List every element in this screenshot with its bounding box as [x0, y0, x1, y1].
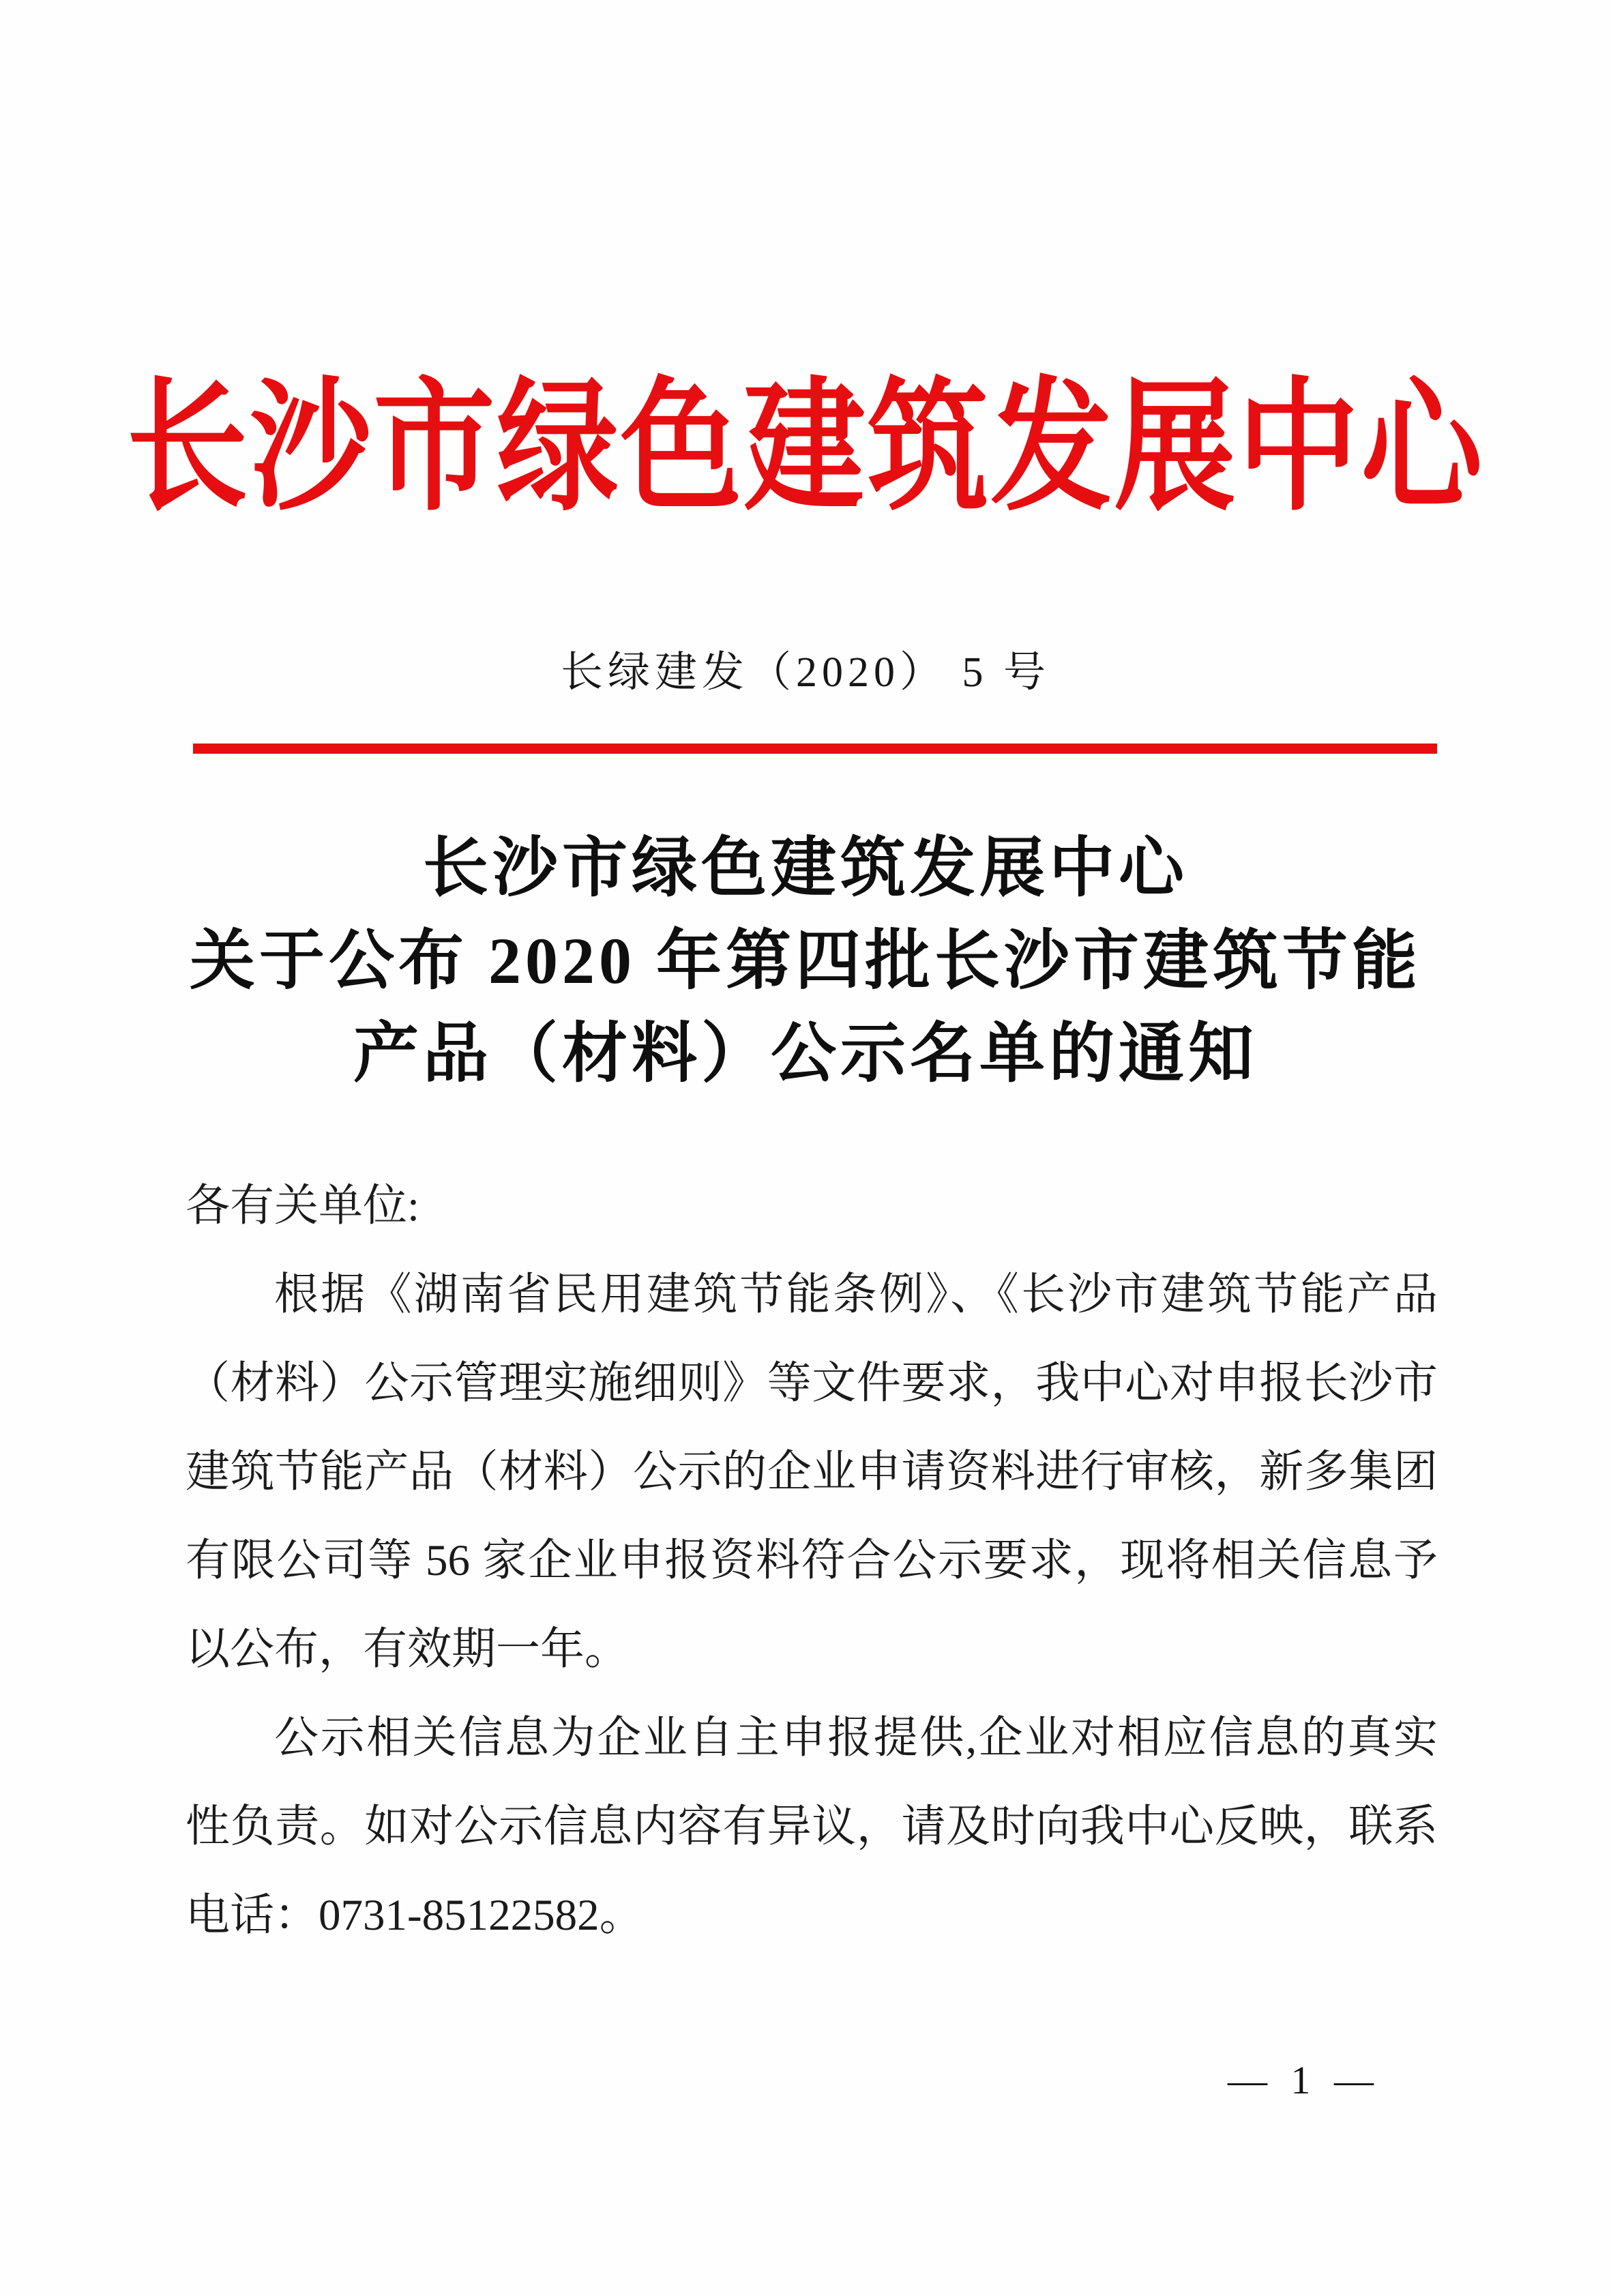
- salutation-line: 各有关单位:: [186, 1181, 420, 1231]
- title-line-1: 长沙市绿色建筑发展中心: [423, 831, 1188, 904]
- body-line: 有限公司等 56 家企业申报资料符合公示要求，现将相关信息予: [186, 1536, 1438, 1585]
- body-line: 建筑节能产品（材料）公示的企业申请资料进行审核，新多集团: [186, 1447, 1438, 1497]
- body-line-phone: 电话：0731-85122582。: [186, 1891, 644, 1940]
- body-line: 性负责。如对公示信息内容有异议，请及时向我中心反映，联系: [186, 1802, 1438, 1851]
- body-line: 公示相关信息为企业自主申报提供,企业对相应信息的真实: [274, 1713, 1438, 1763]
- body-line: 根据《湖南省民用建筑节能条例》、《长沙市建筑节能产品: [274, 1270, 1438, 1319]
- letterhead-org-title: 长沙市绿色建筑发展中心: [126, 368, 1485, 528]
- page-number: — 1 —: [1228, 2058, 1380, 2102]
- doc-number: 长绿建发（2020） 5 号: [560, 649, 1050, 696]
- body-line: （材料）公示管理实施细则》等文件要求，我中心对申报长沙市: [186, 1359, 1438, 1408]
- document-title: [0, 822, 1611, 1100]
- red-divider-line: [193, 744, 1437, 754]
- body-line: 以公布，有效期一年。: [186, 1625, 630, 1674]
- title-line-2: 关于公布 2020 年第四批长沙市建筑节能: [190, 924, 1421, 997]
- document-body: [186, 1162, 1438, 1960]
- title-line-3: 产品（材料）公示名单的通知: [353, 1017, 1258, 1090]
